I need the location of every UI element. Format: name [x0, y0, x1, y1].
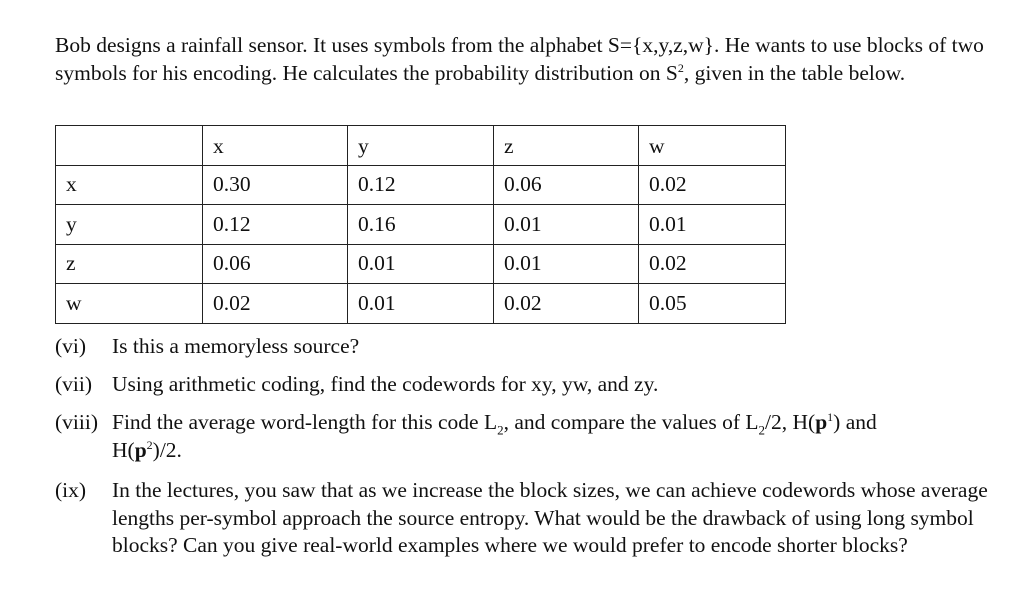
subscript: 2 [758, 422, 766, 438]
question-number: (viii) [55, 410, 98, 434]
table-cell: 0.01 [494, 244, 639, 284]
superscript: 2 [146, 437, 153, 452]
subscript: 2 [497, 422, 504, 438]
table-cell: 0.06 [494, 165, 639, 205]
question-ix [55, 477, 1015, 560]
table-cell: 0.05 [639, 284, 786, 324]
intro-superscript: 2 [677, 60, 684, 75]
question-text: In the lectures, you saw that as we increase the block sizes, we can achieve codewords whose average lengths per-symbol approach the source entropy. What would be the drawback of using long symbol blocks? Can you give real-world examples where we would prefer to encode shorter blocks? [112, 478, 988, 557]
question-text: Is this a memoryless source? [112, 334, 360, 358]
text-fragment: )/2. [152, 437, 182, 462]
question-number: (ix) [55, 478, 87, 502]
table-cell: 0.02 [494, 284, 639, 324]
column-header-z: z [494, 126, 639, 166]
table-cell: 0.01 [348, 284, 494, 324]
table-cell: 0.02 [639, 165, 786, 205]
table-row [56, 244, 786, 284]
table-cell: 0.12 [203, 205, 348, 245]
problem-intro [55, 32, 1000, 87]
row-header-x: x [56, 165, 203, 205]
table-header-row [56, 126, 786, 166]
table-cell: 0.02 [639, 244, 786, 284]
table-row [56, 284, 786, 324]
question-vi [55, 333, 1015, 361]
bold-symbol: p [134, 437, 147, 462]
probability-table [55, 125, 786, 324]
intro-text-1: Bob designs a rainfall sensor. It uses symbols from the alphabet S={x,y,z,w}. He wants to use blocks of two symbols for his encoding. He calculates the probability distribution on S [55, 33, 984, 85]
question-number: (vii) [55, 371, 93, 396]
intro-text-2: , given in the table below. [683, 60, 906, 85]
text-fragment: /2, H( [765, 410, 816, 434]
question-vii [55, 371, 1015, 399]
table-row [56, 205, 786, 245]
question-text [112, 410, 877, 462]
row-header-z: z [56, 244, 203, 284]
column-header-w: w [639, 126, 786, 166]
superscript: 1 [827, 409, 834, 424]
question-text: Using arithmetic coding, find the codewords for xy, yw, and zy. [112, 371, 659, 396]
table-cell: 0.16 [348, 205, 494, 245]
table-cell: 0.01 [639, 205, 786, 245]
question-viii [55, 409, 1015, 464]
text-fragment: Find the average word-length for this code L [112, 410, 498, 434]
table-cell: 0.01 [494, 205, 639, 245]
table-cell: 0.30 [203, 165, 348, 205]
table-cell: 0.01 [348, 244, 494, 284]
text-fragment: ) and [833, 410, 877, 434]
bold-symbol: p [815, 410, 828, 434]
table-cell: 0.02 [203, 284, 348, 324]
row-header-y: y [56, 205, 203, 245]
text-fragment: , and compare the values of L [503, 410, 759, 434]
question-number: (vi) [55, 334, 87, 358]
column-header-y: y [348, 126, 494, 166]
table-cell: 0.06 [203, 244, 348, 284]
column-header-x: x [203, 126, 348, 166]
table-corner-cell [56, 126, 203, 166]
row-header-w: w [56, 284, 203, 324]
table-row [56, 165, 786, 205]
question-list [55, 333, 1015, 560]
table-cell: 0.12 [348, 165, 494, 205]
text-fragment: H( [112, 437, 135, 462]
